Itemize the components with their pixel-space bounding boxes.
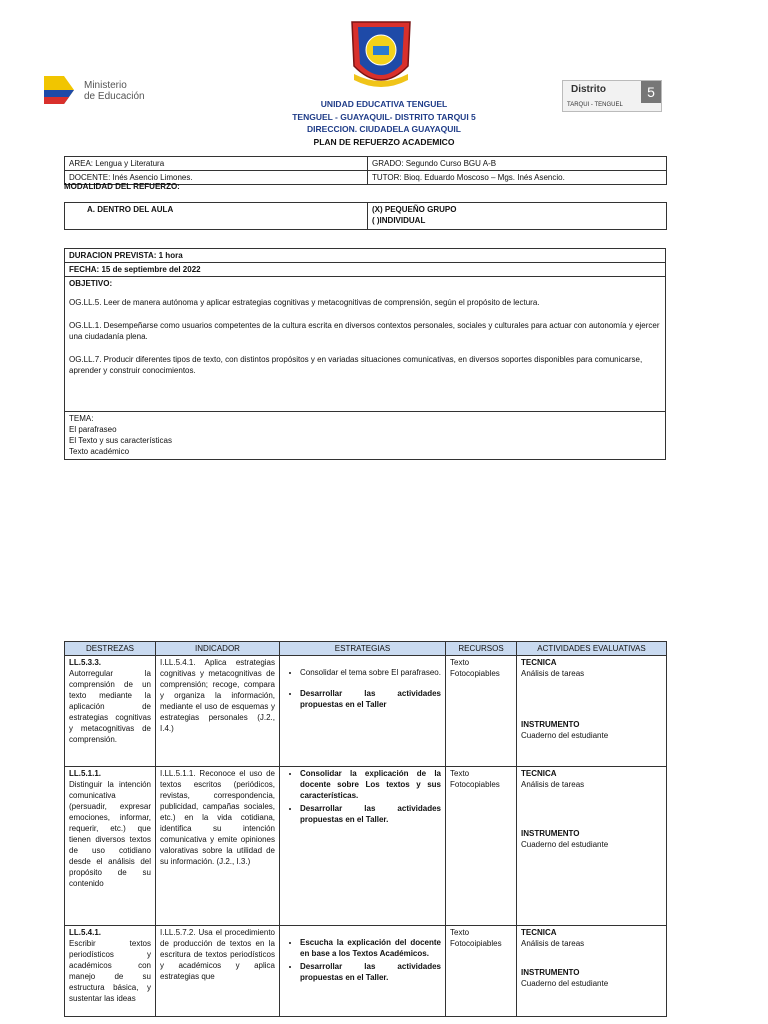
distrito-number: 5 [641,81,661,103]
plan-table [64,641,667,1017]
objetivo-section [65,277,665,412]
estrategia-item: • Desarrollar las actividades propuestas en el Taller [300,688,441,710]
header-indicador: INDICADOR [156,642,280,656]
recurso-item: Texto [450,928,470,937]
estrategia-item: • Consolidar el tema sobre El parafraseo. [300,667,441,678]
estrategia-item: • Consolidar la explicación de la docente sobre Los textos y sus características. [300,768,441,801]
modalidad-label: MODALIDAD DEL REFUERZO: [64,182,180,191]
ministerio-line1: Ministerio [84,80,127,91]
instrumento-label: INSTRUMENTO [521,968,580,977]
area-cell: AREA: Lengua y Literatura [65,157,368,171]
destreza-cell [65,767,156,926]
recurso-item: Fotocopiables [450,669,500,678]
table-row [65,767,667,926]
tecnica-value: Análisis de tareas [521,780,585,789]
duracion-row: DURACION PREVISTA: 1 hora [65,249,665,263]
recursos-cell [446,926,517,1017]
recursos-cell [446,656,517,767]
header-recursos: RECURSOS [446,642,517,656]
tema-section [65,412,665,458]
distrito-subtitle: TARQUI - TENGUEL [567,102,623,108]
estrategias-cell [280,767,446,926]
indicador-cell: I.LL.5.1.1. Reconoce el uso de textos escritos (periódicos, revistas, correspondencia, publicidad, campañas sociales, etc.) en la vida cotidiana, identifica su intención comunicativa y emite opiniones valorativas sobre la utilidad de su información. (J.2., I.3.) [156,767,280,926]
tecnica-label: TECNICA [521,658,557,667]
destreza-code: LL.5.1.1. [69,769,102,778]
objectives-box [64,248,666,460]
estrategia-item: • Desarrollar las actividades propuestas en el Taller. [300,803,441,825]
school-crest-logo [348,16,414,96]
info-table [64,156,667,185]
objetivo-label: OBJETIVO: [69,279,113,288]
dentro-del-aula-cell: A. DENTRO DEL AULA [65,203,368,230]
recurso-item: Texto [450,658,470,667]
recurso-item: Fotocopiables [450,780,500,789]
tema-item: El Texto y sus características [69,436,172,445]
tecnica-label: TECNICA [521,769,557,778]
instrumento-value: Cuaderno del estudiante [521,731,609,740]
header-school-name: UNIDAD EDUCATIVA TENGUEL [320,99,448,109]
recurso-item: Fotocoipiables [450,939,502,948]
header-actividades: ACTIVIDADES EVALUATIVAS [517,642,667,656]
objective-og-ll-7: OG.LL.7. Producir diferentes tipos de texto, con distintos propósitos y en variadas situaciones comunicativas, en diversos soportes disponibles para comunicarse, aprender y construir conocimientos. [69,355,643,375]
pequeno-grupo-option: (X) PEQUEÑO GRUPO [372,205,457,214]
document-header [0,98,768,148]
tecnica-value: Análisis de tareas [521,669,585,678]
instrumento-value: Cuaderno del estudiante [521,840,609,849]
table-row [65,656,667,767]
estrategia-item: • Escucha la explicación del docente en base a los Textos Académicos. [300,937,441,959]
docente-cell: DOCENTE: Inés Asencio Limones. [65,171,368,185]
actividades-cell [517,926,667,1017]
recurso-item: Texto [450,769,470,778]
tecnica-label: TECNICA [521,928,557,937]
destreza-code: LL.5.4.1. [69,928,102,937]
destreza-text: Escribir textos periodísticos y académicos con manejo de su estructura básica, y sustentar las ideas [69,939,151,1003]
actividades-cell [517,656,667,767]
modalidad-table [64,202,667,230]
destreza-text: Distinguir la intención comunicativa (persuadir, expresar emociones, informar, requerir, etc.) que tienen diversos textos de uso cotidiano desde el análisis del propósito de su contenido [69,780,151,888]
indicador-cell: I.LL.5.4.1. Aplica estrategias cognitivas y metacognitivas de comprensión; recoge, compara y organiza la información, mediante el uso de esquemas y estrategias personales (J.2., I.4.) [156,656,280,767]
instrumento-value: Cuaderno del estudiante [521,979,609,988]
tema-item: Texto académico [69,447,130,456]
distrito-label: Distrito [571,84,606,95]
individual-option: ( )INDIVIDUAL [372,216,426,225]
indicador-cell: I.LL.5.7.2. Usa el procedimiento de producción de textos en la escritura de textos periodísticos y académicos y aplica estrategias que [156,926,280,1017]
grupo-cell [368,203,667,230]
destreza-cell [65,656,156,767]
tema-label: TEMA: [69,414,94,423]
estrategias-cell [280,926,446,1017]
table-row [65,926,667,1017]
header-address: DIRECCION. CIUDADELA GUAYAQUIL [307,124,461,134]
objective-og-ll-1: OG.LL.1. Desempeñarse como usuarios competentes de la cultura escrita en diversos contextos personales, sociales y culturales para actuar con autonomía y ejercer una ciudadanía plena. [69,321,660,341]
header-destrezas: DESTREZAS [65,642,156,656]
objective-og-ll-5: OG.LL.5. Leer de manera autónoma y aplicar estrategias cognitivas y metacognitivas de comprensión, según el propósito de lectura. [69,298,540,307]
estrategia-item: • Desarrollar las actividades propuestas en el Taller. [300,961,441,983]
header-estrategias: ESTRATEGIAS [280,642,446,656]
instrumento-label: INSTRUMENTO [521,829,580,838]
instrumento-label: INSTRUMENTO [521,720,580,729]
actividades-cell [517,767,667,926]
fecha-row: FECHA: 15 de septiembre del 2022 [65,263,665,277]
header-plan-title: PLAN DE REFUERZO ACADEMICO [313,136,455,147]
plan-table-header [65,642,667,656]
destreza-code: LL.5.3.3. [69,658,102,667]
tutor-cell: TUTOR: Bioq. Eduardo Moscoso – Mgs. Inés Asencio. [368,171,667,185]
ministerio-line2: de Educación [84,91,145,102]
tema-item: El parafraseo [69,425,117,434]
header-location: TENGUEL - GUAYAQUIL- DISTRITO TARQUI 5 [292,111,476,122]
recursos-cell [446,767,517,926]
grado-cell: GRADO: Segundo Curso BGU A-B [368,157,667,171]
destreza-cell [65,926,156,1017]
tecnica-value: Análisis de tareas [521,939,585,948]
destreza-text: Autorregular la comprensión de un texto mediante la aplicación de estrategias cognitivas y metacognitivas de comprensión. [69,669,151,744]
estrategias-cell [280,656,446,767]
